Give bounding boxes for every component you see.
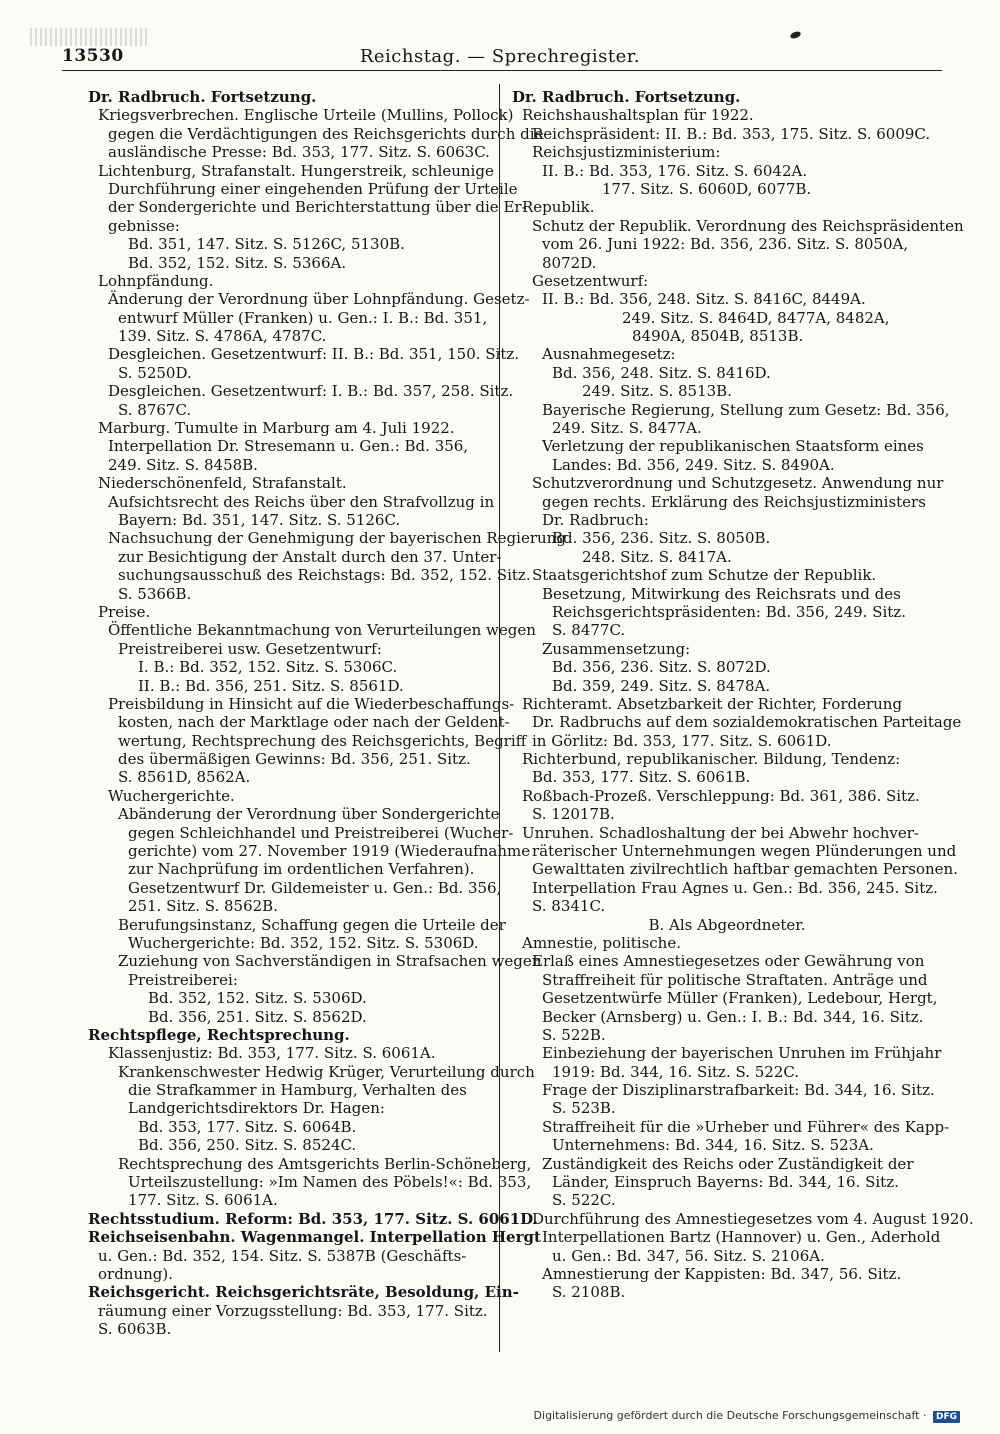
index-line: Roßbach-Prozeß. Verschleppung: Bd. 361, 386. Sitz. bbox=[522, 786, 920, 805]
page-number: 13530 bbox=[62, 46, 124, 66]
index-line: Abänderung der Verordnung über Sondergerichte bbox=[118, 805, 500, 824]
index-line: 249. Sitz. S. 8477A. bbox=[552, 419, 702, 438]
index-line: Änderung der Verordnung über Lohnpfändung. Gesetz- bbox=[108, 290, 530, 309]
index-line: Klassenjustiz: Bd. 353, 177. Sitz. S. 6061A. bbox=[108, 1044, 436, 1063]
index-line: Wuchergerichte: Bd. 352, 152. Sitz. S. 5306D. bbox=[128, 933, 479, 952]
index-line: Schutzverordnung und Schutzgesetz. Anwendung nur bbox=[532, 474, 944, 493]
index-line: Zuständigkeit des Reichs oder Zuständigkeit der bbox=[542, 1154, 914, 1173]
ink-mark bbox=[789, 30, 801, 39]
index-line: gebnisse: bbox=[108, 216, 180, 235]
index-line: 1919: Bd. 344, 16. Sitz. S. 522C. bbox=[552, 1062, 800, 1081]
index-line: Reichsgericht. Reichsgerichtsräte, Besoldung, Ein- bbox=[88, 1283, 519, 1302]
index-line: 177. Sitz. S. 6061A. bbox=[128, 1191, 278, 1210]
index-line: Frage der Disziplinarstrafbarkeit: Bd. 344, 16. Sitz. bbox=[542, 1081, 935, 1100]
index-line: 251. Sitz. S. 8562B. bbox=[128, 897, 278, 916]
index-line: Reichshaushaltsplan für 1922. bbox=[522, 106, 754, 125]
right-column bbox=[512, 88, 974, 1302]
index-line: ausländische Presse: Bd. 353, 177. Sitz. S. 6063C. bbox=[108, 143, 490, 162]
index-line: Öffentliche Bekanntmachung von Verurteilungen wegen bbox=[108, 621, 536, 640]
index-line: Lichtenburg, Strafanstalt. Hungerstreik, schleunige bbox=[98, 161, 494, 180]
index-line: Gewalttaten zivilrechtlich haftbar gemachten Personen. bbox=[532, 860, 958, 879]
footer-text: Digitalisierung gefördert durch die Deutsche Forschungsgemeinschaft bbox=[533, 1409, 920, 1422]
index-line: S. 8767C. bbox=[118, 400, 192, 419]
index-line: Reichsjustizministerium: bbox=[532, 143, 721, 162]
index-line: Nachsuchung der Genehmigung der bayerischen Regierung bbox=[108, 529, 566, 548]
index-line: 248. Sitz. S. 8417A. bbox=[582, 547, 732, 566]
index-line: Reichseisenbahn. Wagenmangel. Interpellation Hergt bbox=[88, 1228, 541, 1247]
index-line: S. 2108B. bbox=[552, 1283, 626, 1302]
index-line: Urteilszustellung: »Im Namen des Pöbels!«: Bd. 353, bbox=[128, 1173, 532, 1192]
footer: Digitalisierung gefördert durch die Deutsche Forschungsgemeinschaft · DFG bbox=[534, 1409, 960, 1423]
index-line: Bd. 356, 236. Sitz. S. 8050B. bbox=[552, 529, 771, 548]
index-line: Amnestierung der Kappisten: Bd. 347, 56. Sitz. bbox=[542, 1265, 902, 1283]
index-line: Richterbund, republikanischer. Bildung, Tendenz: bbox=[522, 750, 901, 769]
index-line: Bd. 352, 152. Sitz. S. 5306D. bbox=[148, 989, 367, 1008]
index-line: S. 8477C. bbox=[552, 621, 626, 640]
index-line: Wuchergerichte. bbox=[108, 786, 235, 805]
index-line: 8072D. bbox=[542, 253, 597, 272]
index-line: S. 8341C. bbox=[532, 897, 606, 916]
index-line: Bd. 356, 250. Sitz. S. 8524C. bbox=[138, 1136, 357, 1155]
index-line: Desgleichen. Gesetzentwurf: I. B.: Bd. 357, 258. Sitz. bbox=[108, 382, 514, 401]
index-line: S. 6063B. bbox=[98, 1320, 172, 1339]
index-line: Gesetzentwurf Dr. Gildemeister u. Gen.: Bd. 356, bbox=[128, 878, 502, 897]
index-line: Unruhen. Schadloshaltung der bei Abwehr hochver- bbox=[522, 823, 919, 842]
index-line: 8490A, 8504B, 8513B. bbox=[632, 327, 804, 346]
index-line: Zusammensetzung: bbox=[542, 639, 691, 658]
index-line: gegen die Verdächtigungen des Reichsgerichts durch die bbox=[108, 124, 544, 143]
index-line: Becker (Arnsberg) u. Gen.: I. B.: Bd. 344, 16. Sitz. bbox=[542, 1007, 924, 1026]
page-header bbox=[0, 40, 1000, 74]
index-line: II. B.: Bd. 356, 248. Sitz. S. 8416C, 8449A. bbox=[542, 290, 866, 309]
column-divider bbox=[499, 84, 500, 1352]
index-line: ordnung). bbox=[98, 1265, 174, 1283]
index-line: zur Besichtigung der Anstalt durch den 37. Unter- bbox=[118, 547, 502, 566]
index-line: gegen Schleichhandel und Preistreiberei (Wucher- bbox=[128, 823, 514, 842]
index-line: Bd. 356, 248. Sitz. S. 8416D. bbox=[552, 363, 771, 382]
index-line: B. Als Abgeordneter. bbox=[648, 915, 806, 934]
index-line: Durchführung des Amnestiegesetzes vom 4. August 1920. bbox=[532, 1209, 974, 1228]
index-line: Interpellation Frau Agnes u. Gen.: Bd. 356, 245. Sitz. bbox=[532, 878, 938, 897]
index-line: die Strafkammer in Hamburg, Verhalten des bbox=[128, 1081, 467, 1100]
index-line: Bd. 351, 147. Sitz. S. 5126C, 5130B. bbox=[128, 235, 405, 254]
index-line: Reichspräsident: II. B.: Bd. 353, 175. Sitz. S. 6009C. bbox=[532, 124, 931, 143]
index-line: in Görlitz: Bd. 353, 177. Sitz. S. 6061D. bbox=[532, 731, 832, 750]
index-line: Landgerichtsdirektors Dr. Hagen: bbox=[128, 1099, 385, 1118]
index-line: Dr. Radbruch. Fortsetzung. bbox=[88, 88, 317, 106]
index-line: Aufsichtsrecht des Reichs über den Strafvollzug in bbox=[108, 492, 495, 511]
index-line: wertung, Rechtsprechung des Reichsgerichts, Begriff bbox=[118, 731, 527, 750]
index-line: 249. Sitz. S. 8464D, 8477A, 8482A, bbox=[622, 308, 890, 327]
index-line: Rechtspflege, Rechtsprechung. bbox=[88, 1025, 350, 1044]
index-line: Gesetzentwürfe Müller (Franken), Ledebour, Hergt, bbox=[542, 989, 938, 1008]
index-line: S. 5366B. bbox=[118, 584, 192, 603]
index-line: Straffreiheit für die »Urheber und Führer« des Kapp- bbox=[542, 1117, 950, 1136]
index-line: u. Gen.: Bd. 347, 56. Sitz. S. 2106A. bbox=[552, 1246, 825, 1265]
index-line: II. B.: Bd. 353, 176. Sitz. S. 6042A. bbox=[542, 161, 808, 180]
index-line: Durchführung einer eingehenden Prüfung der Urteile bbox=[108, 179, 518, 198]
dfg-logo: DFG bbox=[933, 1411, 960, 1423]
index-line: kosten, nach der Marktlage oder nach der Geldent- bbox=[118, 713, 510, 732]
running-title: Reichstag. — Sprechregister. bbox=[359, 46, 641, 67]
index-line: Gesetzentwurf: bbox=[532, 271, 649, 290]
index-line: Unternehmens: Bd. 344, 16. Sitz. S. 523A. bbox=[552, 1136, 874, 1155]
index-line: Einbeziehung der bayerischen Unruhen im Frühjahr bbox=[542, 1044, 942, 1063]
index-line: Rechtsstudium. Reform: Bd. 353, 177. Sitz. S. 6061D. bbox=[88, 1209, 538, 1228]
index-line: Preistreiberei usw. Gesetzentwurf: bbox=[118, 639, 382, 658]
index-line: suchungsausschuß des Reichstags: Bd. 352, 152. Sitz. bbox=[118, 566, 531, 585]
index-line: der Sondergerichte und Berichterstattung über die Er- bbox=[108, 198, 527, 217]
index-line: Marburg. Tumulte in Marburg am 4. Juli 1922. bbox=[98, 419, 455, 438]
index-line: räterischer Unternehmungen wegen Plünderungen und bbox=[532, 842, 957, 861]
index-line: Ausnahmegesetz: bbox=[542, 345, 676, 364]
index-line: Bd. 353, 177. Sitz. S. 6061B. bbox=[532, 768, 751, 787]
index-line: S. 8561D, 8562A. bbox=[118, 768, 251, 787]
index-line: Dr. Radbruch: bbox=[542, 510, 649, 529]
index-line: Staatsgerichtshof zum Schutze der Republik. bbox=[532, 566, 877, 585]
index-line: Interpellationen Bartz (Hannover) u. Gen., Aderhold bbox=[542, 1228, 941, 1247]
index-line: Dr. Radbruchs auf dem sozialdemokratischen Parteitage bbox=[532, 713, 962, 732]
index-line: Zuziehung von Sachverständigen in Strafsachen wegen bbox=[118, 952, 542, 971]
index-line: Preistreiberei: bbox=[128, 970, 238, 989]
index-line: 139. Sitz. S. 4786A, 4787C. bbox=[118, 327, 327, 346]
index-line: Verletzung der republikanischen Staatsform eines bbox=[542, 437, 924, 456]
index-line: Bd. 352, 152. Sitz. S. 5366A. bbox=[128, 253, 347, 272]
index-line: Schutz der Republik. Verordnung des Reichspräsidenten bbox=[532, 216, 964, 235]
index-line: Bd. 356, 236. Sitz. S. 8072D. bbox=[552, 658, 771, 677]
index-line: Republik. bbox=[522, 198, 595, 217]
index-line: Niederschönenfeld, Strafanstalt. bbox=[98, 474, 347, 493]
index-line: Preisbildung in Hinsicht auf die Wiederbeschaffungs- bbox=[108, 694, 515, 713]
index-line: 249. Sitz. S. 8458B. bbox=[108, 455, 258, 474]
index-line: Reichsgerichtspräsidenten: Bd. 356, 249. Sitz. bbox=[552, 602, 906, 621]
header-rule bbox=[62, 70, 942, 71]
index-line: Krankenschwester Hedwig Krüger, Verurteilung durch bbox=[118, 1062, 535, 1081]
index-line: Bd. 356, 251. Sitz. S. 8562D. bbox=[148, 1007, 367, 1026]
index-line: S. 5250D. bbox=[118, 363, 192, 382]
index-line: Rechtsprechung des Amtsgerichts Berlin-Schöneberg, bbox=[118, 1154, 532, 1173]
index-line: Kriegsverbrechen. Englische Urteile (Mullins, Pollock) bbox=[98, 106, 514, 125]
index-line: S. 12017B. bbox=[532, 805, 615, 824]
index-line: Preise. bbox=[98, 602, 151, 621]
index-line: 177. Sitz. S. 6060D, 6077B. bbox=[602, 179, 812, 198]
index-line: Bayern: Bd. 351, 147. Sitz. S. 5126C. bbox=[118, 510, 401, 529]
index-line: Richteramt. Absetzbarkeit der Richter, Forderung bbox=[522, 694, 903, 713]
index-line: gegen rechts. Erklärung des Reichsjustizministers bbox=[542, 492, 926, 511]
index-line: Amnestie, politische. bbox=[522, 933, 681, 952]
index-line: Landes: Bd. 356, 249. Sitz. S. 8490A. bbox=[552, 455, 835, 474]
index-line: Bd. 359, 249. Sitz. S. 8478A. bbox=[552, 676, 771, 695]
index-line: Interpellation Dr. Stresemann u. Gen.: Bd. 356, bbox=[108, 437, 469, 456]
index-line: Besetzung, Mitwirkung des Reichsrats und des bbox=[542, 584, 901, 603]
index-line: S. 522C. bbox=[552, 1191, 616, 1210]
index-line: zur Nachprüfung im ordentlichen Verfahren). bbox=[128, 860, 475, 879]
index-line: I. B.: Bd. 352, 152. Sitz. S. 5306C. bbox=[138, 658, 398, 677]
index-line: vom 26. Juni 1922: Bd. 356, 236. Sitz. S. 8050A, bbox=[542, 235, 909, 254]
index-line: des übermäßigen Gewinns: Bd. 356, 251. Sitz. bbox=[118, 750, 471, 769]
index-line: gerichte) vom 27. November 1919 (Wiederaufnahme bbox=[128, 842, 531, 861]
index-line: Straffreiheit für politische Straftaten. Anträge und bbox=[542, 970, 928, 989]
index-line: Bayerische Regierung, Stellung zum Gesetz: Bd. 356, bbox=[542, 400, 950, 419]
index-line: Erlaß eines Amnestiegesetzes oder Gewährung von bbox=[532, 952, 925, 971]
index-line: entwurf Müller (Franken) u. Gen.: I. B.: Bd. 351, bbox=[118, 308, 488, 327]
index-line: 249. Sitz. S. 8513B. bbox=[582, 382, 732, 401]
index-line: Berufungsinstanz, Schaffung gegen die Urteile der bbox=[118, 915, 506, 934]
index-line: S. 523B. bbox=[552, 1099, 616, 1118]
index-line: räumung einer Vorzugsstellung: Bd. 353, 177. Sitz. bbox=[98, 1301, 488, 1320]
index-line: Länder, Einspruch Bayerns: Bd. 344, 16. Sitz. bbox=[552, 1173, 899, 1192]
index-line: Bd. 353, 177. Sitz. S. 6064B. bbox=[138, 1117, 357, 1136]
index-line: Lohnpfändung. bbox=[98, 271, 214, 290]
index-line: Desgleichen. Gesetzentwurf: II. B.: Bd. 351, 150. Sitz. bbox=[108, 345, 520, 364]
index-line: u. Gen.: Bd. 352, 154. Sitz. S. 5387B (Geschäfts- bbox=[98, 1246, 467, 1265]
index-line: Dr. Radbruch. Fortsetzung. bbox=[512, 88, 741, 106]
index-line: II. B.: Bd. 356, 251. Sitz. S. 8561D. bbox=[138, 676, 404, 695]
index-line: S. 522B. bbox=[542, 1025, 606, 1044]
